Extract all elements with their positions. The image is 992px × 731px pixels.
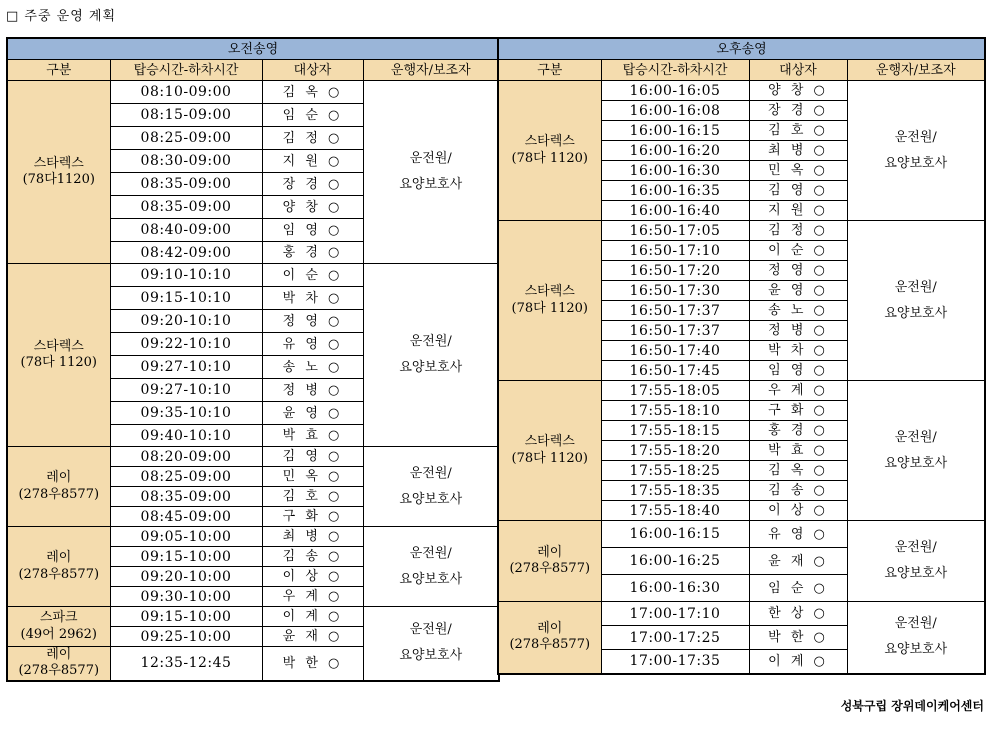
passenger-cell: 최 병 ○	[749, 141, 847, 161]
passenger-cell: 박 한 ○	[262, 647, 363, 681]
staff-caregiver: 요양보호사	[399, 491, 463, 507]
vehicle-plate: (278우8577)	[18, 486, 100, 502]
header-driver: 운행자/보조자	[847, 60, 985, 81]
time-cell: 16:50-17:40	[601, 341, 749, 361]
passenger-cell: 정 영 ○	[749, 261, 847, 281]
time-cell: 12:35-12:45	[110, 647, 262, 681]
passenger-cell: 김 정 ○	[749, 221, 847, 241]
passenger-cell: 구 화 ○	[262, 507, 363, 527]
time-cell: 16:00-16:08	[601, 101, 749, 121]
vehicle-cell	[7, 607, 110, 647]
time-cell: 09:10-10:10	[110, 264, 262, 287]
time-cell: 08:40-09:00	[110, 219, 262, 242]
time-cell: 17:00-17:25	[601, 626, 749, 650]
time-cell: 16:00-16:20	[601, 141, 749, 161]
staff-cell	[363, 527, 499, 607]
vehicle-cell	[498, 521, 601, 602]
time-cell: 09:15-10:10	[110, 287, 262, 310]
time-cell: 17:55-18:25	[601, 461, 749, 481]
time-cell: 16:50-17:37	[601, 321, 749, 341]
time-cell: 16:00-16:15	[601, 521, 749, 548]
vehicle-cell	[7, 527, 110, 607]
time-cell: 08:35-09:00	[110, 196, 262, 219]
table-row	[7, 447, 499, 467]
passenger-cell: 김 정 ○	[262, 127, 363, 150]
staff-cell	[847, 81, 985, 221]
vehicle-plate: (49어 2962)	[20, 626, 97, 642]
staff-caregiver: 요양보호사	[884, 642, 948, 658]
staff-caregiver: 요양보호사	[884, 155, 948, 171]
passenger-cell: 민 옥 ○	[262, 467, 363, 487]
passenger-cell: 우 계 ○	[749, 381, 847, 401]
staff-driver: 운전원/	[409, 622, 452, 638]
time-cell: 16:00-16:05	[601, 81, 749, 101]
header-passenger: 대상자	[262, 60, 363, 81]
passenger-cell: 박 효 ○	[749, 441, 847, 461]
passenger-cell: 김 옥 ○	[749, 461, 847, 481]
passenger-cell: 유 영 ○	[749, 521, 847, 548]
vehicle-plate: (278우8577)	[509, 637, 591, 653]
vehicle-cell	[498, 221, 601, 381]
time-cell: 09:25-10:00	[110, 627, 262, 647]
time-cell: 17:00-17:10	[601, 602, 749, 626]
time-cell: 09:40-10:10	[110, 425, 262, 447]
vehicle-plate: (78다 1120)	[511, 300, 588, 316]
staff-caregiver: 요양보호사	[399, 360, 463, 375]
vehicle-cell	[498, 381, 601, 521]
vehicle-cell	[7, 447, 110, 527]
passenger-cell: 박 효 ○	[262, 425, 363, 447]
passenger-cell: 이 순 ○	[262, 264, 363, 287]
passenger-cell: 김 영 ○	[262, 447, 363, 467]
staff-cell	[363, 447, 499, 527]
time-cell: 17:00-17:35	[601, 650, 749, 674]
passenger-cell: 정 영 ○	[262, 310, 363, 333]
time-cell: 17:55-18:15	[601, 421, 749, 441]
table-row	[7, 264, 499, 287]
header-passenger: 대상자	[749, 60, 847, 81]
time-cell: 08:25-09:00	[110, 127, 262, 150]
passenger-cell: 양 창 ○	[262, 196, 363, 219]
staff-caregiver: 요양보호사	[399, 648, 463, 664]
time-cell: 09:20-10:00	[110, 567, 262, 587]
passenger-cell: 김 송 ○	[749, 481, 847, 501]
passenger-cell: 임 순 ○	[749, 575, 847, 602]
vehicle-plate: (78다 1120)	[511, 450, 588, 466]
passenger-cell: 이 순 ○	[749, 241, 847, 261]
header-category: 구분	[7, 60, 110, 81]
staff-caregiver: 요양보호사	[884, 566, 948, 581]
passenger-cell: 윤 재 ○	[749, 548, 847, 575]
staff-cell	[363, 81, 499, 264]
passenger-cell: 임 순 ○	[262, 104, 363, 127]
time-cell: 16:50-17:10	[601, 241, 749, 261]
vehicle-plate: (78다 1120)	[20, 355, 97, 370]
time-cell: 16:50-17:45	[601, 361, 749, 381]
time-cell: 16:00-16:30	[601, 575, 749, 602]
vehicle-name: 레이	[537, 621, 563, 636]
passenger-cell: 김 옥 ○	[262, 81, 363, 104]
staff-driver: 운전원/	[894, 279, 937, 295]
time-cell: 17:55-18:20	[601, 441, 749, 461]
vehicle-cell	[7, 647, 110, 681]
passenger-cell: 임 영 ○	[749, 361, 847, 381]
passenger-cell: 이 상 ○	[749, 501, 847, 521]
time-cell: 16:50-17:20	[601, 261, 749, 281]
staff-caregiver: 요양보호사	[399, 571, 463, 587]
table-row	[498, 221, 985, 241]
time-cell: 16:00-16:30	[601, 161, 749, 181]
time-cell: 09:27-10:10	[110, 356, 262, 379]
passenger-cell: 한 상 ○	[749, 602, 847, 626]
time-cell: 16:50-17:30	[601, 281, 749, 301]
vehicle-cell	[7, 264, 110, 447]
header-time: 탑승시간-하차시간	[110, 60, 262, 81]
passenger-cell: 김 호 ○	[262, 487, 363, 507]
page-title: □ 주중 운영 계획	[6, 9, 117, 24]
time-cell: 16:00-16:35	[601, 181, 749, 201]
passenger-cell: 정 병 ○	[749, 321, 847, 341]
passenger-cell: 정 병 ○	[262, 379, 363, 402]
passenger-cell: 최 병 ○	[262, 527, 363, 547]
vehicle-name: 스타렉스	[524, 284, 575, 300]
passenger-cell: 장 경 ○	[262, 173, 363, 196]
vehicle-plate: (278우8577)	[18, 663, 100, 679]
passenger-cell: 민 옥 ○	[749, 161, 847, 181]
passenger-cell: 김 영 ○	[749, 181, 847, 201]
staff-caregiver: 요양보호사	[399, 177, 463, 192]
staff-cell	[847, 602, 985, 674]
vehicle-plate: (278우8577)	[509, 561, 591, 576]
staff-driver: 운전원/	[894, 616, 937, 632]
vehicle-name: 스타렉스	[524, 434, 575, 450]
time-cell: 08:42-09:00	[110, 242, 262, 264]
time-cell: 09:05-10:00	[110, 527, 262, 547]
passenger-cell: 임 영 ○	[262, 219, 363, 242]
time-cell: 08:35-09:00	[110, 173, 262, 196]
time-cell: 08:15-09:00	[110, 104, 262, 127]
time-cell: 09:35-10:10	[110, 402, 262, 425]
time-cell: 09:15-10:00	[110, 607, 262, 627]
vehicle-name: 스타렉스	[33, 338, 84, 354]
passenger-cell: 박 차 ○	[749, 341, 847, 361]
time-cell: 09:22-10:10	[110, 333, 262, 356]
time-cell: 17:55-18:35	[601, 481, 749, 501]
passenger-cell: 이 상 ○	[262, 567, 363, 587]
vehicle-name: 레이	[537, 544, 563, 560]
passenger-cell: 이 계 ○	[749, 650, 847, 674]
header-category: 구분	[498, 60, 601, 81]
time-cell: 08:25-09:00	[110, 467, 262, 487]
vehicle-plate: (278우8577)	[18, 566, 100, 582]
staff-driver: 운전원/	[894, 129, 937, 145]
vehicle-plate: (78다1120)	[22, 172, 95, 187]
passenger-cell: 송 노 ○	[749, 301, 847, 321]
passenger-cell: 유 영 ○	[262, 333, 363, 356]
vehicle-name: 스타렉스	[33, 155, 84, 171]
time-cell: 16:50-17:37	[601, 301, 749, 321]
vehicle-cell	[7, 81, 110, 264]
passenger-cell: 이 계 ○	[262, 607, 363, 627]
staff-driver: 운전원/	[409, 151, 452, 166]
vehicle-plate: (78다 1120)	[511, 150, 588, 166]
table-row	[498, 381, 985, 401]
staff-cell	[847, 521, 985, 602]
passenger-cell: 김 호 ○	[749, 121, 847, 141]
staff-cell	[363, 264, 499, 447]
time-cell: 08:10-09:00	[110, 81, 262, 104]
table-row	[498, 602, 985, 626]
table-row	[7, 81, 499, 104]
vehicle-name: 레이	[46, 550, 72, 566]
header-time: 탑승시간-하차시간	[601, 60, 749, 81]
passenger-cell: 송 노 ○	[262, 356, 363, 379]
passenger-cell: 박 차 ○	[262, 287, 363, 310]
time-cell: 16:00-16:40	[601, 201, 749, 221]
time-cell: 08:45-09:00	[110, 507, 262, 527]
time-cell: 16:50-17:05	[601, 221, 749, 241]
time-cell: 16:00-16:25	[601, 548, 749, 575]
afternoon-schedule-table	[497, 37, 986, 675]
vehicle-name: 레이	[46, 647, 72, 662]
vehicle-name: 레이	[46, 470, 72, 486]
table-row	[498, 81, 985, 101]
vehicle-name: 스파크	[39, 610, 78, 626]
passenger-cell: 장 경 ○	[749, 101, 847, 121]
time-cell: 08:30-09:00	[110, 150, 262, 173]
time-cell: 08:20-09:00	[110, 447, 262, 467]
vehicle-name: 스타렉스	[524, 134, 575, 150]
passenger-cell: 우 계 ○	[262, 587, 363, 607]
morning-schedule-table	[6, 37, 500, 682]
passenger-cell: 지 원 ○	[262, 150, 363, 173]
time-cell: 09:20-10:10	[110, 310, 262, 333]
staff-driver: 운전원/	[894, 540, 937, 555]
passenger-cell: 윤 영 ○	[749, 281, 847, 301]
header-driver: 운행자/보조자	[363, 60, 499, 81]
afternoon-body	[498, 81, 985, 674]
passenger-cell: 윤 재 ○	[262, 627, 363, 647]
time-cell: 16:00-16:15	[601, 121, 749, 141]
time-cell: 17:55-18:10	[601, 401, 749, 421]
time-cell: 17:55-18:05	[601, 381, 749, 401]
staff-cell	[847, 381, 985, 521]
staff-cell	[847, 221, 985, 381]
passenger-cell: 지 원 ○	[749, 201, 847, 221]
morning-title: 오전송영	[7, 38, 499, 60]
time-cell: 17:55-18:40	[601, 501, 749, 521]
vehicle-cell	[498, 602, 601, 674]
time-cell: 09:30-10:00	[110, 587, 262, 607]
afternoon-title: 오후송영	[498, 38, 985, 60]
staff-driver: 운전원/	[409, 334, 452, 349]
staff-driver: 운전원/	[409, 545, 452, 561]
table-row	[498, 521, 985, 548]
passenger-cell: 윤 영 ○	[262, 402, 363, 425]
time-cell: 09:15-10:00	[110, 547, 262, 567]
passenger-cell: 김 송 ○	[262, 547, 363, 567]
table-row	[7, 527, 499, 547]
staff-driver: 운전원/	[409, 465, 452, 481]
morning-body	[7, 81, 499, 681]
passenger-cell: 양 창 ○	[749, 81, 847, 101]
time-cell: 09:27-10:10	[110, 379, 262, 402]
staff-caregiver: 요양보호사	[884, 455, 948, 471]
passenger-cell: 박 한 ○	[749, 626, 847, 650]
staff-cell	[363, 607, 499, 681]
passenger-cell: 홍 경 ○	[749, 421, 847, 441]
passenger-cell: 홍 경 ○	[262, 242, 363, 264]
center-name: 성북구립 장위데이케어센터	[840, 699, 984, 713]
staff-caregiver: 요양보호사	[884, 305, 948, 321]
staff-driver: 운전원/	[894, 429, 937, 445]
passenger-cell: 구 화 ○	[749, 401, 847, 421]
table-row	[7, 607, 499, 627]
vehicle-cell	[498, 81, 601, 221]
time-cell: 08:35-09:00	[110, 487, 262, 507]
